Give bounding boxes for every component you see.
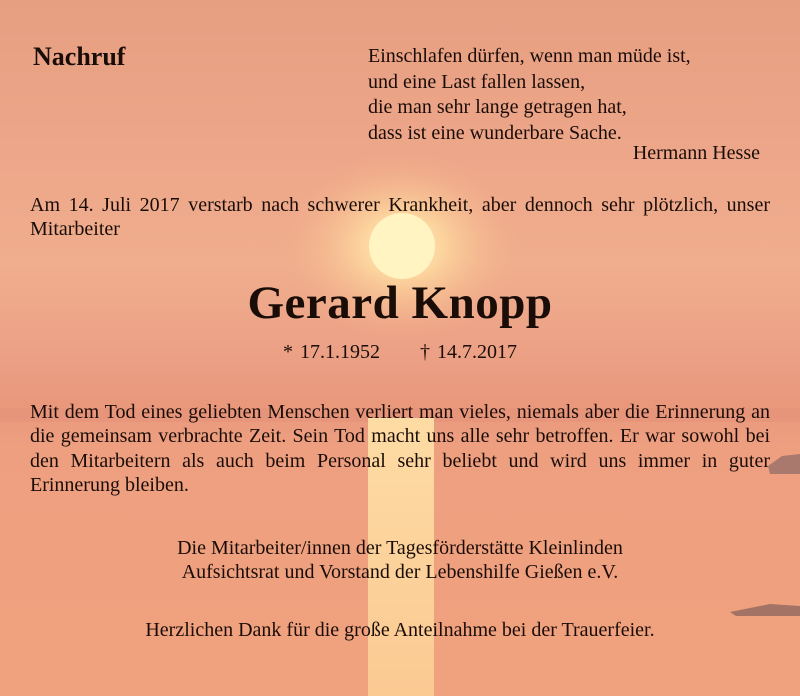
quote-line: die man sehr lange getragen hat, (368, 96, 627, 118)
right-island (768, 454, 800, 474)
quote-line: dass ist eine wunderbare Sache. (368, 121, 622, 144)
distant-boat (730, 604, 800, 616)
signature-block (0, 536, 800, 584)
quote-block (368, 44, 691, 146)
life-dates (0, 341, 800, 364)
death-date: † 14.7.2017 (420, 341, 517, 363)
body-text: Mit dem Tod eines geliebten Menschen verliert man vieles, niemals aber die Erinnerung an die gemeinsam verbrachte Zeit. Sein Tod macht uns alle sehr betroffen. Er war sowohl bei den Mitarbeitern als auch beim Personal sehr beliebt und wird uns immer in guter Erinnerung bleiben. (30, 401, 770, 496)
signature-line: Die Mitarbeiter/innen der Tagesförderstätte Kleinlinden (177, 537, 623, 559)
birth-date: * 17.1.1952 (283, 341, 380, 363)
quote-author: Hermann Hesse (632, 142, 760, 164)
intro-text: Am 14. Juli 2017 verstarb nach schwerer Krankheit, aber dennoch sehr plötzlich, unser Mitarbeiter (30, 194, 770, 240)
signature-line: Aufsichtsrat und Vorstand der Lebenshilfe Gießen e.V. (181, 561, 619, 583)
quote-line: und eine Last fallen lassen, (368, 70, 586, 93)
thanks-text: Herzlichen Dank für die große Anteilnahme bei der Trauerfeier. (145, 619, 655, 641)
quote-line: Einschlafen dürfen, wenn man müde ist, (368, 45, 691, 67)
deceased-name: Gerard Knopp (247, 277, 553, 329)
page-title: Nachruf (33, 42, 126, 71)
